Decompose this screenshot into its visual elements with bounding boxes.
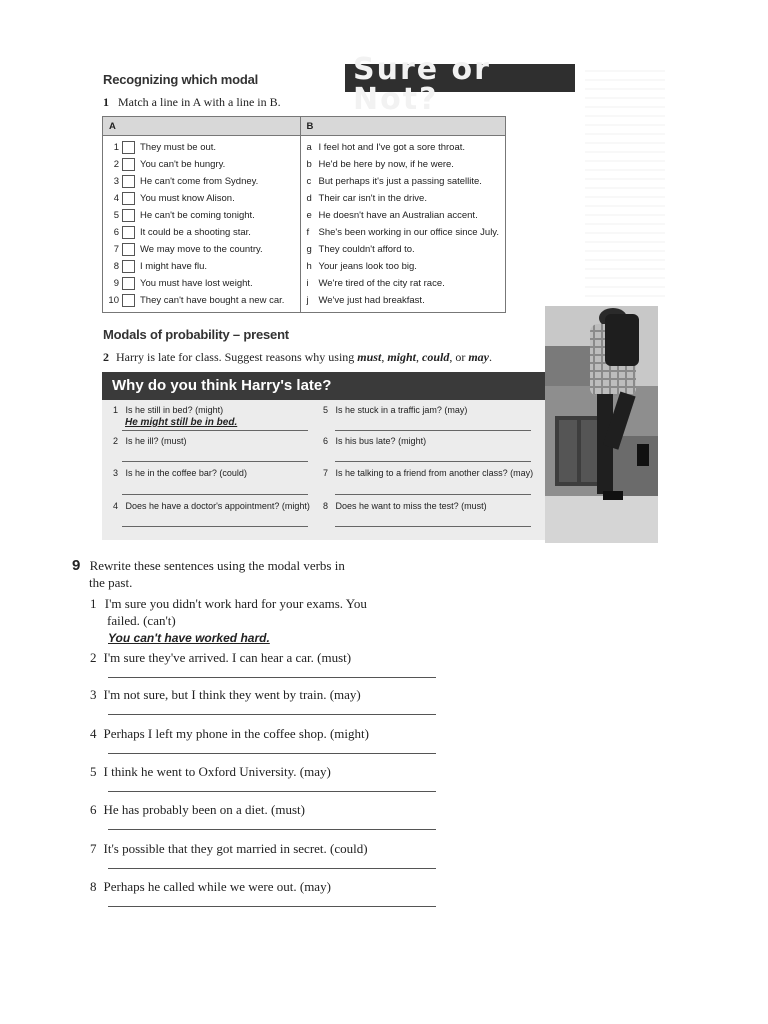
question-7: 7 Is he talking to a friend from another class? (may) (323, 468, 534, 478)
a-number: 7 (113, 244, 119, 255)
item-1-number: 1 (90, 596, 97, 611)
item-text: It's possible that they got married in secret. (could) (103, 841, 368, 856)
b-text: Their car isn't in the drive. (318, 193, 427, 204)
matching-b-item (307, 207, 499, 224)
question-4: 4 Does he have a doctor's appointment? (might) (113, 501, 310, 511)
matching-b-item (307, 139, 499, 156)
b-text: Your jeans look too big. (318, 261, 417, 272)
a-number: 3 (113, 176, 119, 187)
matching-a-item (105, 224, 298, 241)
answer-line-7[interactable] (335, 494, 531, 495)
example-answer: He might still be in bed. (125, 417, 238, 428)
column-b-header: B (300, 117, 505, 136)
b-letter: a (306, 142, 312, 153)
a-number: 2 (113, 159, 119, 170)
item-text: He has probably been on a diet. (must) (103, 802, 305, 817)
answer-box[interactable] (122, 209, 135, 222)
matching-header-row (103, 117, 506, 136)
exercise-9-item (90, 650, 351, 666)
exercise-9-instruction (72, 557, 345, 591)
bleed-through (585, 70, 665, 300)
answer-line[interactable] (108, 791, 436, 792)
a-text: They must be out. (140, 142, 217, 153)
answer-line-5[interactable] (335, 430, 531, 431)
a-text: You must have lost weight. (140, 278, 253, 289)
a-text: We may move to the country. (140, 244, 263, 255)
modals-title: Modals of probability – present (103, 327, 289, 342)
exercise-1-text: Match a line in A with a line in B. (118, 95, 281, 109)
exercise-9-item (90, 802, 305, 818)
b-letter: e (306, 210, 312, 221)
question-5: 5 Is he stuck in a traffic jam? (may) (323, 405, 468, 415)
answer-line-8[interactable] (335, 526, 531, 527)
a-text: He can't come from Sydney. (140, 176, 259, 187)
exercise-9-item (90, 726, 369, 742)
exercise-9-item (90, 687, 361, 703)
answer-box[interactable] (122, 226, 135, 239)
answer-line[interactable] (108, 714, 436, 715)
matching-b-item (307, 292, 499, 309)
matching-a-item (105, 258, 298, 275)
answer-line[interactable] (108, 906, 436, 907)
item-text: I think he went to Oxford University. (may) (103, 764, 331, 779)
answer-line-3[interactable] (122, 494, 308, 495)
b-text: But perhaps it's just a passing satellite. (318, 176, 482, 187)
a-number: 1 (113, 142, 119, 153)
item-number: 2 (90, 650, 97, 665)
a-text: You can't be hungry. (140, 159, 226, 170)
matching-table (102, 116, 506, 313)
b-text: He doesn't have an Australian accent. (318, 210, 478, 221)
answer-box[interactable] (122, 175, 135, 188)
item-number: 8 (90, 879, 97, 894)
item-number: 3 (90, 687, 97, 702)
answer-line[interactable] (108, 753, 436, 754)
b-letter: d (306, 193, 312, 204)
b-letter: g (306, 244, 312, 255)
answer-box[interactable] (122, 294, 135, 307)
matching-b-item (307, 156, 499, 173)
running-student-illustration (545, 306, 658, 543)
exercise-9-number: 9 (72, 557, 81, 574)
matching-b-item (307, 275, 499, 292)
exercise-9-item (90, 764, 331, 780)
a-number: 8 (113, 261, 119, 272)
banner-text: Sure or Not? (353, 52, 491, 117)
matching-a-item (105, 156, 298, 173)
b-text: She's been working in our office since July. (318, 227, 499, 238)
matching-a-item (105, 139, 298, 156)
answer-line-1[interactable] (122, 430, 308, 431)
running-student-photo (545, 306, 658, 543)
exercise-9-line-1: Rewrite these sentences using the modal verbs in (89, 558, 345, 573)
answer-line[interactable] (108, 868, 436, 869)
answer-line[interactable] (108, 677, 436, 678)
question-6: 6 Is his bus late? (might) (323, 436, 427, 446)
answer-box[interactable] (122, 243, 135, 256)
answer-line-4[interactable] (122, 526, 308, 527)
b-text: He'd be here by now, if he were. (318, 159, 454, 170)
matching-b-item (307, 241, 499, 258)
question-8: 8 Does he want to miss the test? (must) (323, 501, 487, 511)
column-a (103, 136, 301, 313)
answer-line-6[interactable] (335, 461, 531, 462)
item-number: 5 (90, 764, 97, 779)
a-text: He can't be coming tonight. (140, 210, 255, 221)
b-text: We're tired of the city rat race. (318, 278, 445, 289)
a-text: They can't have bought a new car. (140, 295, 285, 306)
b-letter: c (306, 176, 312, 187)
exercise-1-instruction (103, 95, 281, 110)
exercise-2-instruction (103, 350, 492, 365)
item-1-answer: You can't have worked hard. (108, 631, 270, 645)
exercise-2-number: 2 (103, 350, 109, 364)
b-letter: i (306, 278, 309, 289)
item-number: 4 (90, 726, 97, 741)
b-letter: j (306, 295, 309, 306)
question-3: 3 Is he in the coffee bar? (could) (113, 468, 247, 478)
a-number: 5 (113, 210, 119, 221)
a-number: 10 (108, 295, 119, 306)
item-text: I'm not sure, but I think they went by train. (may) (103, 687, 361, 702)
matching-b-item (307, 224, 499, 241)
matching-b-item (307, 258, 499, 275)
answer-box[interactable] (122, 277, 135, 290)
column-b (300, 136, 505, 313)
b-letter: b (306, 159, 312, 170)
b-text: I feel hot and I've got a sore throat. (318, 142, 466, 153)
answer-line-2[interactable] (122, 461, 308, 462)
question-1: 1 Is he still in bed? (might) (113, 405, 224, 415)
item-1-line-2: failed. (can't) (107, 613, 176, 628)
answer-box[interactable] (122, 260, 135, 273)
item-number: 6 (90, 802, 97, 817)
answer-box[interactable] (122, 192, 135, 205)
exercise-9-line-2: the past. (89, 575, 133, 590)
exercise-2-text: Harry is late for class. Suggest reasons why using must, might, could, or may. (116, 350, 493, 364)
exercise-1-number: 1 (103, 95, 109, 109)
exercise-9-item-1 (90, 595, 367, 629)
item-text: Perhaps I left my phone in the coffee shop. (might) (103, 726, 369, 741)
a-text: It could be a shooting star. (140, 227, 251, 238)
matching-a-item (105, 207, 298, 224)
b-letter: h (306, 261, 312, 272)
matching-a-item (105, 275, 298, 292)
b-letter: f (306, 227, 310, 238)
title-banner (345, 52, 575, 117)
a-number: 4 (113, 193, 119, 204)
b-text: They couldn't afford to. (318, 244, 415, 255)
matching-a-item (105, 241, 298, 258)
a-number: 6 (113, 227, 119, 238)
question-2: 2 Is he ill? (must) (113, 436, 187, 446)
section-title: Recognizing which modal (103, 72, 259, 87)
item-text: Perhaps he called while we were out. (may) (103, 879, 331, 894)
matching-a-item (105, 190, 298, 207)
exercise-9-item (90, 879, 331, 895)
matching-b-item (307, 190, 499, 207)
b-text: We've just had breakfast. (318, 295, 425, 306)
a-text: I might have flu. (140, 261, 208, 272)
answer-box[interactable] (122, 158, 135, 171)
item-1-line-1: I'm sure you didn't work hard for your exams. You (104, 596, 367, 611)
answer-box[interactable] (122, 141, 135, 154)
column-a-header: A (103, 117, 301, 136)
answer-line[interactable] (108, 829, 436, 830)
why-bar: Why do you think Harry's late? (102, 372, 545, 400)
matching-a-item (105, 173, 298, 190)
item-text: I'm sure they've arrived. I can hear a car. (must) (103, 650, 352, 665)
item-number: 7 (90, 841, 97, 856)
a-number: 9 (113, 278, 119, 289)
a-text: You must know Alison. (140, 193, 235, 204)
matching-a-item (105, 292, 298, 309)
matching-b-item (307, 173, 499, 190)
exercise-9-item (90, 841, 368, 857)
